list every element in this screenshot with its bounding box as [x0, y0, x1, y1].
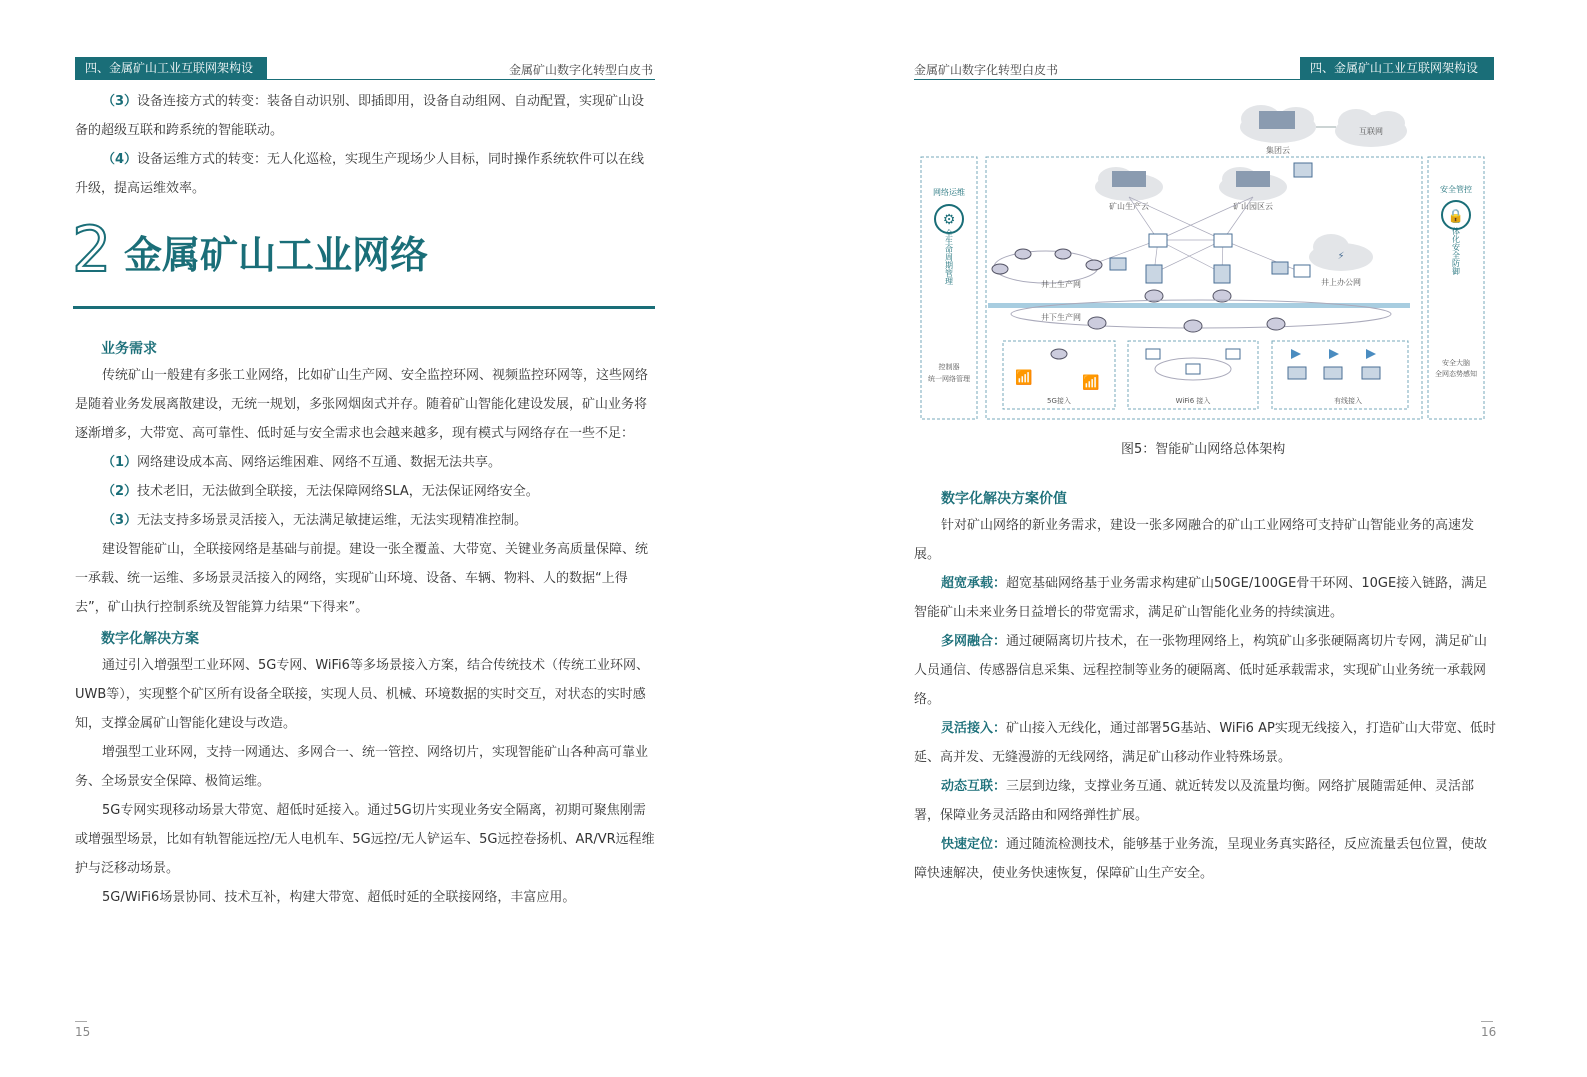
- page-number: 16: [1481, 1025, 1497, 1039]
- req-item: （2）技术老旧，无法做到全联接，无法保障网络SLA，无法保证网络安全。: [102, 484, 539, 499]
- surface-prod-ring: [994, 251, 1098, 283]
- router-icon: [1184, 320, 1202, 332]
- value-item: 灵活接入：矿山接入无线化，通过部署5G基站、WiFi6 AP实现无线接入，打造矿山大带宽、低时延、高并发、无缝漫游的无线网络，满足矿山移动作业特殊场景。: [914, 721, 1496, 765]
- label-lifecycle: 全生命周期管理: [944, 229, 954, 285]
- router-icon: [1267, 318, 1285, 330]
- value-intro: 针对矿山网络的新业务需求，建设一张多网融合的矿山工业网络可支持矿山智能业务的高速发展。: [914, 518, 1475, 562]
- mine-prod-cloud-icon: [1095, 167, 1163, 211]
- terminal-icon: [1288, 367, 1306, 379]
- internet-cloud-icon: [1335, 109, 1407, 147]
- aggregation-switch-icon: [1214, 265, 1230, 283]
- value-block: [914, 511, 1496, 888]
- page-number: 15: [75, 1025, 91, 1039]
- header-rule: [75, 79, 655, 80]
- sol-paragraph: 5G/WiFi6场景协同、技术互补，构建大带宽、超低时延的全联接网络，丰富应用。: [102, 890, 576, 905]
- label-surface-prod: 井上生产网: [1041, 280, 1081, 289]
- chapter-rule: [73, 306, 655, 309]
- req-heading: 业务需求: [101, 341, 157, 357]
- router-icon: [1051, 349, 1067, 359]
- router-icon: [1086, 260, 1102, 270]
- intro-item-3: （3）设备连接方式的转变：装备自动识别、即插即用，设备自动组网、自动配置，实现矿山设备的超级互联和跨系统的智能联动。: [75, 94, 645, 138]
- value-item: 多网融合：通过硬隔离切片技术，在一张物理网络上，构筑矿山多张硬隔离切片专网，满足矿山人员通信、传感器信息采集、远程控制等业务的硬隔离、低时延承载需求，实现矿山业务统一承载网络。: [914, 634, 1488, 707]
- ap-icon: [1291, 349, 1301, 359]
- page-number-dash: [75, 1021, 87, 1022]
- chapter-title: 金属矿山工业网络: [124, 233, 429, 277]
- sol-heading: 数字化解决方案: [101, 631, 199, 647]
- value-heading: 数字化解决方案价值: [941, 491, 1067, 507]
- ap-icon: [1329, 349, 1339, 359]
- label-surface-office: 井上办公网: [1321, 278, 1361, 287]
- chapter-number: 2: [72, 213, 112, 286]
- label-sec-brain: 安全大脑: [1442, 359, 1470, 367]
- req-block: [75, 361, 657, 622]
- antenna-icon: 📶: [1082, 375, 1100, 391]
- sec-ctrl-panel: [1428, 157, 1484, 419]
- router-icon: [1015, 249, 1031, 259]
- svg-text:🔒: 🔒: [1447, 209, 1465, 224]
- value-item: 超宽承载：超宽基础网络基于业务需求构建矿山50GE/100GE骨干环网、10GE接入链路，满足智能矿山未来业务日益增长的带宽需求，满足矿山智能化业务的持续演进。: [914, 576, 1488, 620]
- router-icon: [1055, 249, 1071, 259]
- sol-paragraph: 通过引入增强型工业环网、5G专网、WiFi6等多场景接入方案，结合传统技术（传统工业环网、UWB等），实现整个矿区所有设备全联接，实现人员、机械、环境数据的实时交互，对状态的实时感知，支撑金属矿山智能化建设与改造。: [75, 658, 649, 731]
- label-controller: 控制器: [938, 363, 960, 371]
- label-integrated-defense: 一体化安全防御: [1451, 219, 1461, 275]
- page-number-dash: [1481, 1021, 1493, 1022]
- req-paragraph-2: 建设智能矿山，全联接网络是基础与前提。建设一张全覆盖、大带宽、关键业务高质量保障、统一承载、统一运维、多场景灵活接入的网络，实现矿山环境、设备、车辆、物料、人的数据“上得去”，矿山执行控制系统及智能算力结果“下得来”。: [75, 542, 649, 615]
- office-tower-cloud-icon: [1309, 234, 1373, 271]
- label-sec-ctrl: 安全管控: [1440, 185, 1472, 194]
- router-icon: [1088, 317, 1106, 329]
- sol-block: [75, 651, 657, 912]
- label-situation: 全网态势感知: [1435, 370, 1477, 378]
- req-item: （1）网络建设成本高、网络运维困难、网络不互通、数据无法共享。: [102, 455, 502, 470]
- doc-title: 金属矿山数字化转型白皮书: [509, 63, 654, 77]
- terminal-icon: [1362, 367, 1380, 379]
- header-rule: [914, 79, 1494, 80]
- ap-switch-icon: [1226, 349, 1240, 359]
- core-switch-icon: [1149, 234, 1167, 247]
- label-group-cloud: 集团云: [1266, 146, 1290, 155]
- group-cloud-icon: [1240, 105, 1316, 155]
- router-icon: [992, 264, 1008, 274]
- value-item: 快速定位：通过随流检测技术，能够基于业务流，呈现业务真实路径，反应流量丢包位置，使故障快速解决，使业务快速恢复，保障矿山生产安全。: [914, 837, 1488, 881]
- label-underground-prod: 井下生产网: [1041, 313, 1081, 322]
- req-paragraph: 传统矿山一般建有多张工业网络，比如矿山生产网、安全监控环网、视频监控环网等，这些网络是随着业务发展离散建设，无统一规划，多张网烟囱式并存。随着矿山智能化建设发展，矿山业务将逐渐增多，大带宽、高可靠性、低时延与安全需求也会越来越多，现有模式与网络存在一些不足：: [75, 368, 649, 441]
- svg-text:⚡: ⚡: [1337, 251, 1345, 262]
- firewall-icon: [1272, 262, 1288, 274]
- antenna-icon: 📶: [1015, 370, 1033, 386]
- label-unified-mgmt: 统一网络管理: [928, 375, 970, 383]
- mine-park-cloud-icon: [1219, 167, 1287, 211]
- value-item: 动态互联：三层到边缘，支撑业务互通、就近转发以及流量均衡。网络扩展随需延伸、灵活部署，保障业务灵活路由和网络弹性扩展。: [914, 779, 1475, 823]
- label-access-wifi: WiFi6 接入: [1175, 397, 1211, 405]
- section-tab: 四、金属矿山工业互联网架构设计: [75, 57, 267, 79]
- core-switch-icon: [1214, 234, 1232, 247]
- firewall-icon: [1110, 258, 1126, 270]
- right-page: [793, 0, 1587, 1077]
- left-page: [0, 0, 793, 1077]
- ap-icon: [1366, 349, 1376, 359]
- ap-switch-icon: [1146, 349, 1160, 359]
- label-internet: 互联网: [1359, 127, 1383, 136]
- office-switch-icon: [1294, 265, 1310, 277]
- doc-title: 金属矿山数字化转型白皮书: [914, 63, 1059, 77]
- sol-paragraph: 增强型工业环网，支持一网通达、多网合一、统一管控、网络切片，实现智能矿山各种高可靠业务、全场景安全保障、极简运维。: [75, 745, 649, 789]
- aggregation-switch-icon: [1146, 265, 1162, 283]
- label-access-5g: 5G接入: [1047, 397, 1071, 405]
- req-item: （3）无法支持多场景灵活接入，无法满足敏捷运维，无法实现精准控制。: [102, 513, 528, 528]
- section-tab: 四、金属矿山工业互联网架构设计: [1300, 57, 1494, 79]
- intro-item-4: （4）设备运维方式的转变：无人化巡检，实现生产现场少人目标，同时操作系统软件可以在线升级，提高运维效率。: [75, 152, 645, 196]
- label-mine-park-cloud: 矿山园区云: [1233, 202, 1273, 211]
- label-mine-prod-cloud: 矿山生产云: [1109, 202, 1149, 211]
- label-net-ops: 网络运维: [933, 188, 965, 197]
- firewall-icon: [1294, 163, 1312, 177]
- ap-switch-icon: [1186, 364, 1200, 374]
- svg-text:⚙: ⚙: [942, 212, 956, 228]
- intro-block: [75, 87, 655, 203]
- figure-caption: 图5：智能矿山网络总体架构: [1121, 442, 1286, 457]
- network-architecture-diagram: [916, 97, 1488, 427]
- label-access-wired: 有线接入: [1334, 397, 1362, 405]
- sol-paragraph: 5G专网实现移动场景大带宽、超低时延接入。通过5G切片实现业务安全隔离，初期可聚焦刚需或增强型场景，比如有轨智能远控/无人电机车、5G远控/无人铲运车、5G远控卷扬机、AR/VR远程维护与泛移动场景。: [75, 803, 655, 876]
- terminal-icon: [1324, 367, 1342, 379]
